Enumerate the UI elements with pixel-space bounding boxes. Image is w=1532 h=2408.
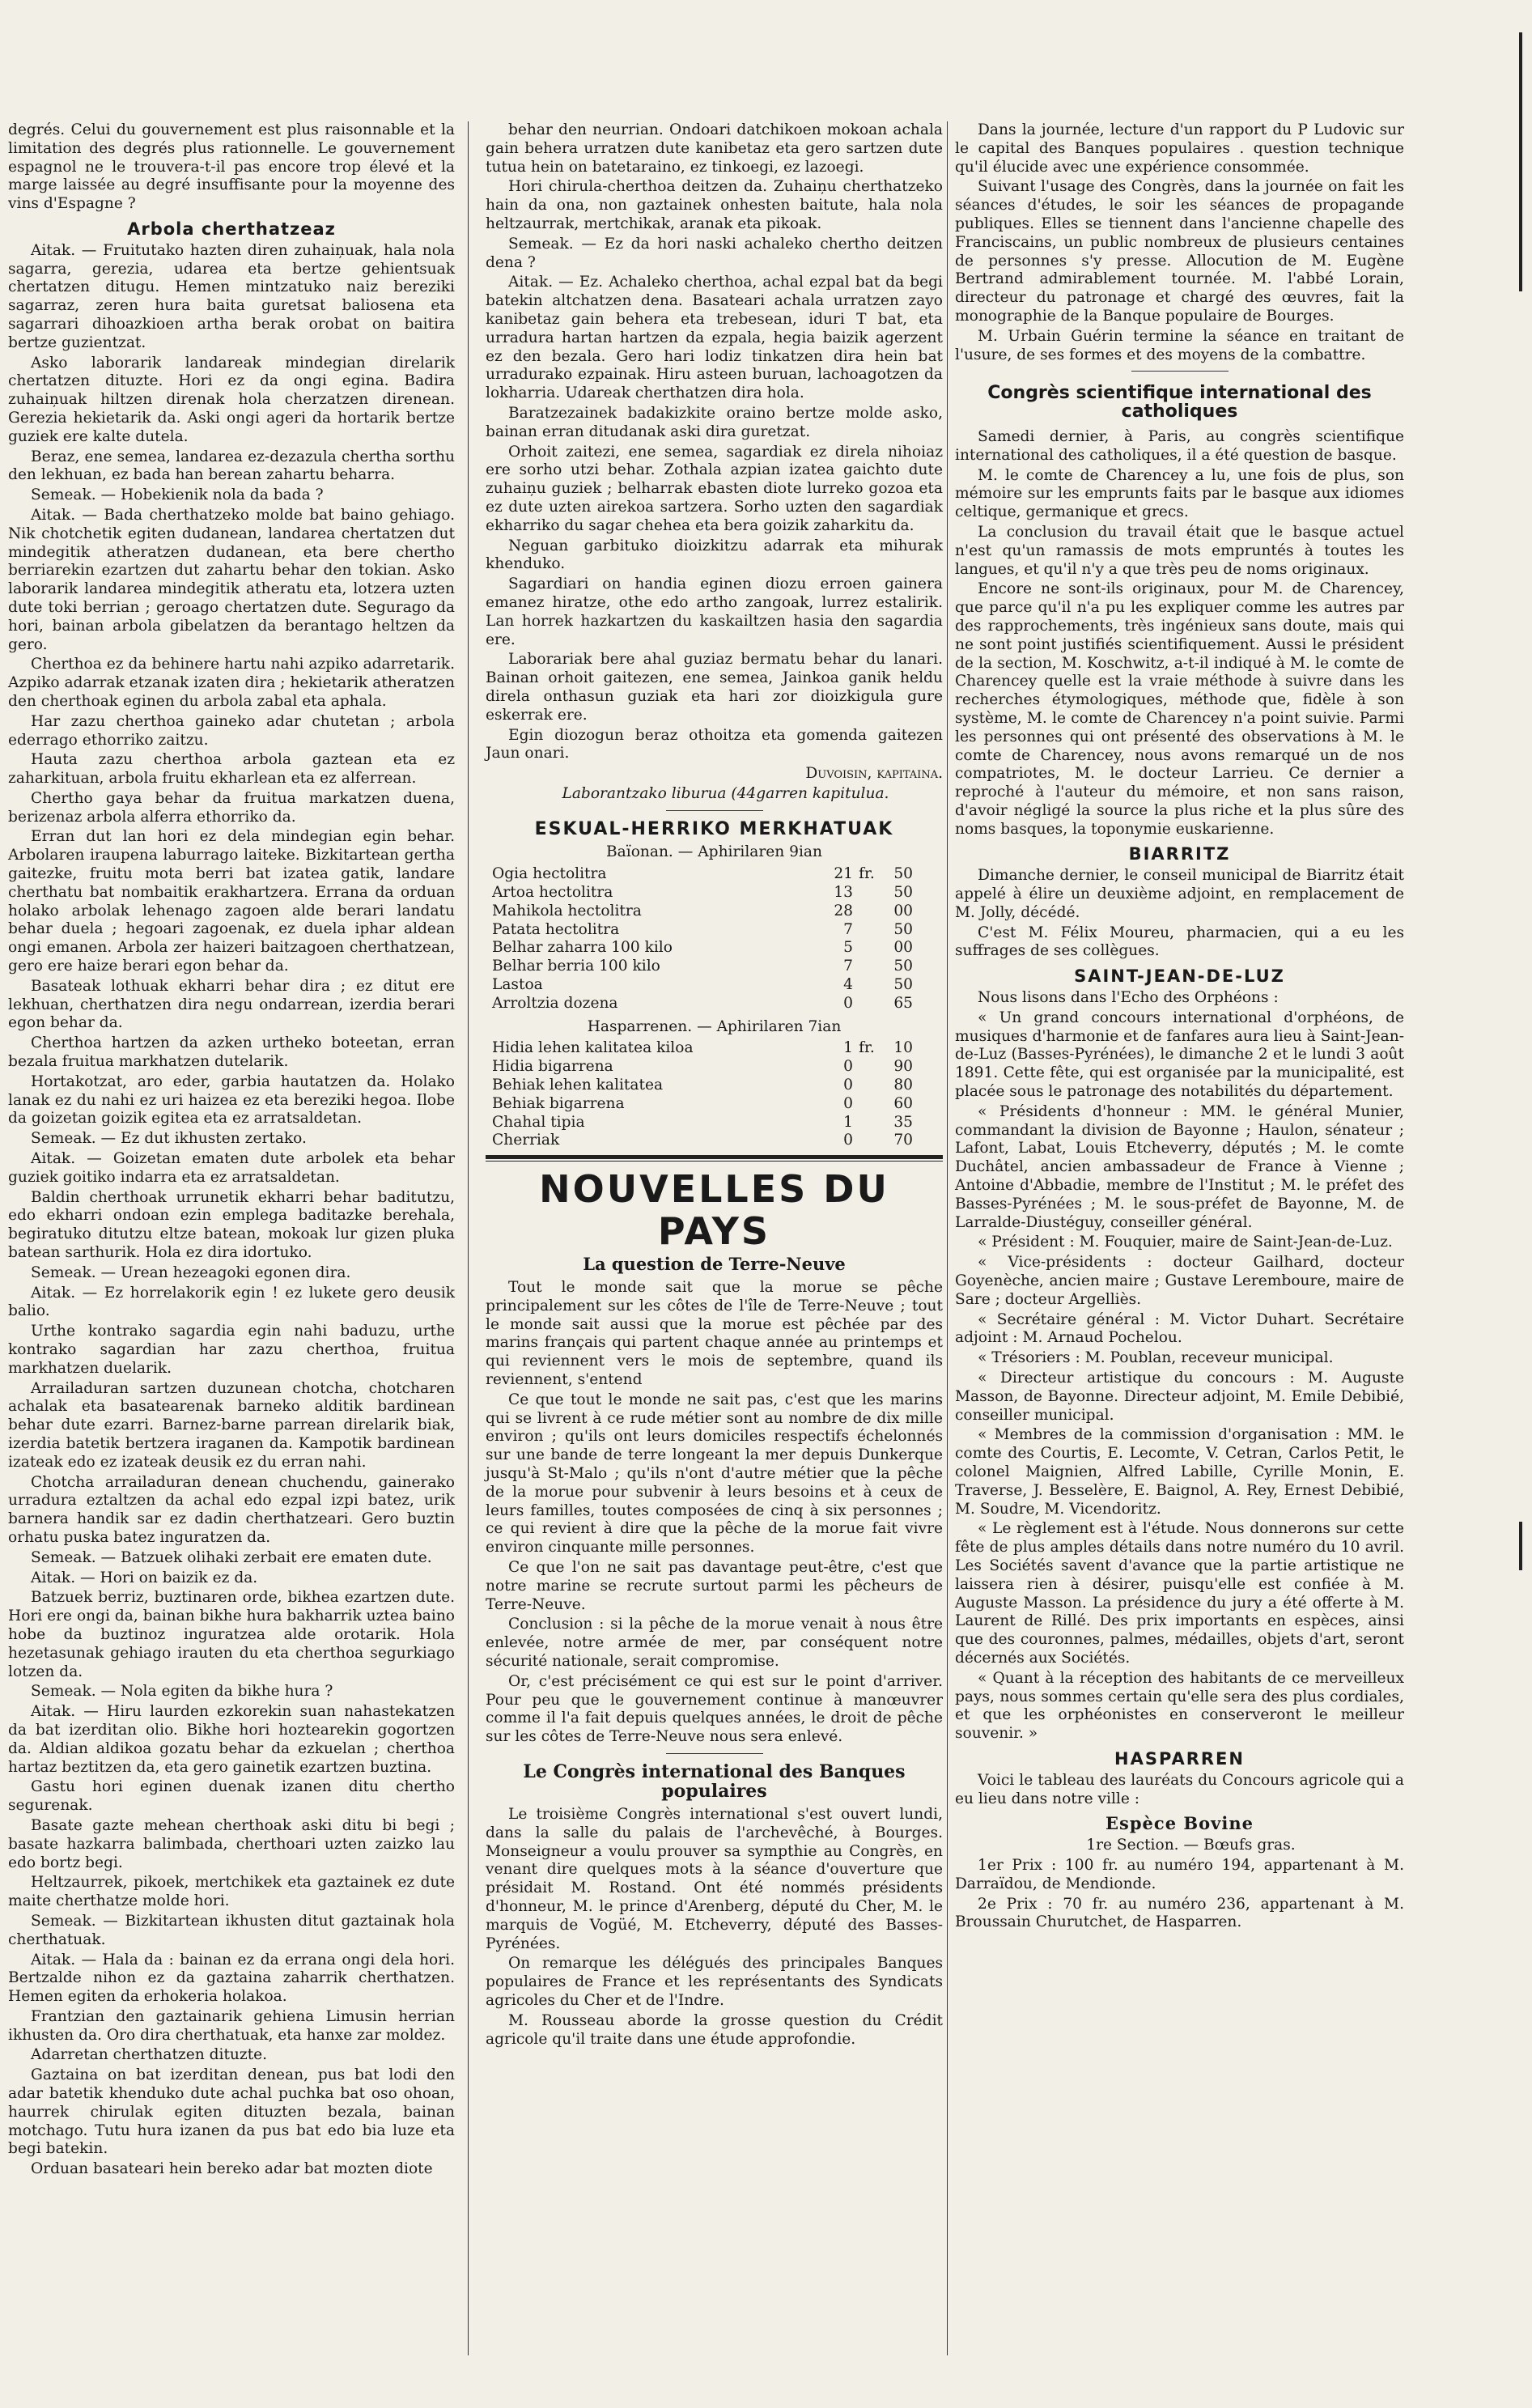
price-cents: 50 [893,958,913,975]
paragraph: Semeak. — Nola egiten da bikhe hura ? [31,1683,333,1701]
signature: Duvoisin, kapitaina. [805,765,943,783]
price-row [492,884,913,902]
price-item: Ogia hectolitra [492,865,607,883]
price-item: Patata hectolitra [492,920,620,938]
paragraph: Neguan garbituko dioizkitzu adarrak eta mihurak khenduko. [486,537,943,573]
price-cents: 00 [893,939,913,957]
price-val: 0 [843,1058,853,1076]
paragraph: Arrailaduran sartzen duzunean chotcha, chotcharen achalak eta basatearenak barneko alditik bardinean behar dute ezarri. Barnez-barne parrean direlarik biak, izerdia batetik bertzera iraganen da. Kampotik bardinean izateak edo ez izateak deusik ez du erran nahi. [8,1379,455,1471]
paragraph: Adarretan cherthatzen dituzte. [31,2046,268,2064]
paragraph: Conclusion : si la pêche de la morue venait à nous être enlevée, notre armée de mer, par conséquent notre sécurité nationale, serait compromise. [486,1616,943,1670]
price-row [492,1058,913,1077]
paragraph: « Quant à la réception des habitants de ce merveilleux pays, nous sommes certain qu'elle sera des plus cordiales, et que les orphéonistes en conserveront le meilleur souvenir. » [955,1669,1404,1743]
paragraph: Ce que l'on ne sait pas davantage peut-être, c'est que notre marine se recrute surtout parmi les pêcheurs de Terre-Neuve. [486,1558,943,1613]
paragraph: Aitak. — Fruitutako hazten diren zuhaiņuak, hala nola sagarra, gerezia, udarea eta bertze gehientsuak chertatzen ditugu. Hemen mintzatuko naiz bereziki sagarraz, zeren hura baita guretsat baliosena eta sagarrari dihoazkioen artha berak orobat on baitira bertze guzientzat. [8,241,455,351]
price-row [492,1077,913,1095]
price-item: Lastoa [492,976,543,994]
thick-rule [486,1155,943,1159]
price-item: Artoa hectolitra [492,884,613,902]
paragraph: Chotcha arrailaduran denean chuchendu, gainerako urradura eztaltzen da achal edo ezpal izpi batez, urik barnera handik sar ez dadin cherthatzeari. Gero buztin orhatu puska batez inguratzen da. [8,1473,455,1546]
paragraph: « Directeur artistique du concours : M. Auguste Masson, de Bayonne. Directeur adjoint, M. Emile Debibié, conseiller municipal. [955,1370,1404,1424]
paragraph: Har zazu cherthoa gaineko adar chutetan ; arbola ederrago ethorriko zaitzu. [8,712,455,749]
article-title: Arbola cherthatzeaz [127,219,336,239]
price-unit: fr. [859,865,875,883]
paragraph: Basate gazte mehean cherthoak aski ditu bi begi ; basate hazkarra balimbada, cherthoari uzten zaizko lau edo bortz begi. [8,1816,455,1871]
paragraph: Dimanche dernier, le conseil municipal de Biarritz était appelé à élire un deuxième adjoint, en remplacement de M. Jolly, décédé. [955,867,1404,921]
paragraph: Heltzaurrek, pikoek, mertchikek eta gaztainek ez dute maite cherthatze molde hori. [8,1874,455,1910]
paragraph: 2e Prix : 70 fr. au numéro 236, appartenant à M. Broussain Churutchet, de Hasparren. [955,1895,1404,1931]
paragraph: Suivant l'usage des Congrès, dans la journée on fait les séances d'études, le soir les séances de propagande publiques. Elles se tiennent dans l'ancienne chapelle des Franciscains, un public nombreux de plusieurs centaines de personnes s'y presse. Allocution de M. Eugène Bertrand admirablement tournée. M. l'abbé Lorain, directeur du patronage et chargé des œuvres, fait la monographie de la Banque populaire de Bourges. [955,178,1404,325]
paragraph: Asko laborarik landareak mindegian direlarik chertatzen dituzte. Hori ez da ongi egina. Badira zuhaiņuak hiltzen direnak hola cherzatzen direnean. Gerezia hekietarik da. Aski ongi ageri da hortarik bertze guziek ere kalte dutela. [8,354,455,445]
price-unit [853,1058,881,1077]
price-cents: 00 [893,902,913,919]
paragraph: « Présidents d'honneur : MM. le général Munier, commandant la division de Bayonne ; Haulon, sénateur ; Lafont, Labat, Louis Etcheverry, députés ; M. le comte Duchâtel, ancien ambassadeur de France à Vienne ; Antoine d'Abbadie, membre de l'Institut ; M. le préfet des Basses-Pyrénées ; M. le sous-préfet de Bayonne, M. de Larralde-Diustéguy, conseiller général. [955,1102,1404,1231]
paragraph: Hauta zazu cherthoa arbola gaztean eta ez zaharkituan, arbola fruitu ekharlean eta ez alferrean. [8,751,455,788]
price-item: Cherriak [492,1132,560,1149]
paragraph: Aitak. — Ez horrelakorik egin ! ez lukete gero deusik balio. [8,1284,455,1320]
price-row [492,921,913,940]
intro-paragraph: degrés. Celui du gouvernement est plus raisonnable et la limitation des degrés plus rationnelle. Le gouvernement espagnol ne le trouvera-t-il pas encore trop élevé et la marge laissée au degré insuffisante pour la moyenne des vins d'Espagne ? [8,121,455,213]
paragraph: Beraz, ene semea, landarea ez-dezazula chertha sorthu den lekhuan, ez bada han berean zahartu beharra. [8,448,455,484]
paragraph: Or, c'est précisément ce qui est sur le point d'arriver. Pour peu que le gouvernement continue à manœuvrer comme il l'a fait depuis quelques années, le droit de pêche sur les côtes de Terre-Neuve nous sera enlevé. [486,1672,943,1746]
paragraph: Aitak. — Goizetan ematen dute arbolek eta behar guziek goitiko indarra eta ez arratsaldetan. [8,1150,455,1186]
article-title: Le Congrès international des Banques populaires [523,1760,906,1802]
paragraph: Laborariak bere ahal guziaz bermatu behar du lanari. Bainan orhoit gaitezen, ene semea, Jainkoa ganik heldu direla onthasun guziak eta hari zor dioizkigula gure eskerrak ere. [486,651,943,724]
market-title: ESKUAL-HERRIKO MERKHATUAK [534,818,894,839]
price-row [492,995,913,1013]
paragraph: « Un grand concours international d'orphéons, de musiques d'harmonie et de fanfares aura lieu à Saint-Jean-de-Luz (Basses-Pyrénées), le dimanche 2 et le lundi 3 août 1891. Cette fête, qui est organisée par la municipalité, est placée sous le patronage des notabilités du département. [955,1009,1404,1101]
column-rule [468,121,469,2355]
paragraph: Frantzian den gaztainarik gehiena Limusin herrian ikhusten da. Oro dira cherthatuak, eta hanxe zar moldez. [8,2007,455,2044]
price-table-hasparren [492,1039,913,1150]
paragraph: On remarque les délégués des principales Banques populaires de France et les représentants des Syndicats agricoles du Cher et de l'Indre. [486,1955,943,2009]
price-val: 0 [843,1094,853,1112]
price-unit [853,1077,881,1095]
price-cents: 10 [893,1039,913,1057]
paragraph: Hori chirula-cherthoa deitzen da. Zuhaiņu cherthatzeko hain da ona, non gaztainek onhesten baitute, hala nola heltzaurrak, mertchikak, aranak eta pikoak. [486,178,943,232]
article-title: Congrès scientifique international des catholiques [987,383,1372,423]
paragraph: Semeak. — Ez dut ikhusten zertako. [31,1130,307,1148]
column-1 [8,121,455,2181]
paragraph: M. le comte de Charencey a lu, une fois de plus, son mémoire sur les emprunts faits par le basque aux idiomes celtique, germanique et grecs. [955,466,1404,521]
paragraph: « Membres de la commission d'organisation : MM. le comte des Courtis, E. Lecomte, V. Cetran, Carlos Petit, le colonel Maignien, Alfred Labille, Cyrille Monin, E. Traverse, J. Besselère, E. Baignol, A. Rey, Ernest Debibié, M. Soudre, M. Vicendoritz. [955,1426,1404,1518]
separator [1131,371,1229,372]
thin-rule [486,1161,943,1162]
paragraph: Batzuek berriz, buztinaren orde, bikhea ezartzen dute. Hori ere ongi da, bainan bikhe hura bakharrik uztea baino hobe da buztinoz inguratzea alde orotarik. Hola hezetasunak gehiago irauten du eta cherthoa segurkiago lotzen da. [8,1589,455,1680]
price-val: 0 [843,1132,853,1149]
article-body [955,989,1404,1743]
paragraph: 1er Prix : 100 fr. au numéro 194, appartenant à M. Darraïdou, de Mendionde. [955,1856,1404,1892]
paragraph: Semeak. — Batzuek olihaki zerbait ere ematen dute. [31,1548,432,1566]
price-unit [853,1095,881,1114]
price-cents: 50 [893,865,913,883]
price-val: 4 [843,976,853,994]
subheading: Espèce Bovine [1106,1813,1254,1834]
article-body [486,121,943,763]
paragraph: Erran dut lan hori ez dela mindegian egin behar. Arbolaren iraupena laburrago laiteke. Bizkitartean gertha gaitezke, fruitu mota berri bat izatea gatik, landare cherthatu bat nombaitik erakhartzera. Errana da orduan holako arbolak lehenago zagoen alde berari landatu behar duela ; hegoari zagoenak, ez duela iphar aldean ongi emanen. Arbola zer haizeri baitzagoen cherthatzean, gero ere haize berari egon behar da. [8,828,455,975]
price-val: 13 [834,884,853,902]
article-body [8,242,455,2179]
paragraph: Orduan basateari hein bereko adar bat mozten diote [31,2160,433,2178]
paragraph: Semeak. — Bizkitartean ikhusten ditut gaztainak hola cherthatuak. [8,1912,455,1948]
paragraph: Semeak. — Hobekienik nola da bada ? [31,486,324,504]
price-row [492,865,913,884]
price-item: Mahikola hectolitra [492,902,642,919]
price-item: Arroltzia dozena [492,994,618,1012]
paragraph: « Secrétaire général : M. Victor Duhart. Secrétaire adjoint : M. Arnaud Pochelou. [955,1310,1404,1347]
price-unit [853,995,881,1013]
price-unit [853,958,881,976]
place-heading: HASPARREN [1114,1748,1245,1769]
market-hasparren-title: Hasparrenen. — Aphirilaren 7ian [587,1017,842,1035]
article-body [955,428,1404,839]
price-unit [853,902,881,921]
paragraph: Aitak. — Hori on baizik ez da. [31,1569,258,1586]
price-cents: 80 [893,1077,913,1094]
price-unit [853,976,881,995]
article-body [955,1772,1404,1809]
price-row [492,1132,913,1150]
paragraph: Samedi dernier, à Paris, au congrès scientifique international des catholiques, il a été question de basque. [955,427,1404,464]
paragraph: M. Urbain Guérin termine la séance en traitant de l'usure, de ses formes et des moyens de la combattre. [955,327,1404,363]
price-val: 21 [834,865,853,883]
paragraph: Nous lisons dans l'Echo des Orphéons : [978,989,1279,1007]
price-row [492,902,913,921]
price-cents: 50 [893,976,913,994]
section-label: 1re Section. — Bœufs gras. [1086,1837,1296,1854]
price-val: 0 [843,994,853,1012]
paragraph: « Trésoriers : M. Poublan, receveur municipal. [978,1349,1334,1367]
edge-mark [1519,1522,1522,1570]
price-cents: 70 [893,1132,913,1149]
price-val: 7 [843,958,853,975]
place-heading: SAINT-JEAN-DE-LUZ [1074,966,1285,987]
price-item: Belhar berria 100 kilo [492,958,660,975]
market-bayonne-title: Baïonan. — Aphirilaren 9ian [606,843,822,861]
column-3 [955,121,1404,1934]
article-body [486,1279,943,1747]
paragraph: Basateak lothuak ekharri behar dira ; ez ditut ere lekhuan, cherthatzen dira negu ondarrean, izerdia berari egon behar da. [8,977,455,1032]
edge-mark [1519,32,1522,291]
price-item: Behiak lehen kalitatea [492,1077,664,1094]
article-body [486,1806,943,2049]
paragraph: C'est M. Félix Moureu, pharmacien, qui a eu les suffrages de ses collègues. [955,924,1404,960]
paragraph: Semeak. — Urean hezeagoki egonen dira. [31,1263,351,1281]
paragraph: Aitak. — Ez. Achaleko cherthoa, achal ezpal bat da begi batekin altchatzen dena. Basateari achala urratzen zayo kanibetaz gain behera eta trebesean, iduri T bat, eta urradura hartan hartzen da ezpala, hegia baizik agerzent ez den bezala. Gero hari lodiz tinkatzen dira hein bat urradurako ezpainak. Hiru asteen buruan, lachoagotzen da lokharria. Udareak cherthatzen dira hola. [486,274,943,402]
separator [666,1753,763,1754]
price-cents: 50 [893,920,913,938]
paragraph: M. Rousseau aborde la grosse question du Crédit agricole qu'il traite dans une étude approfondie. [486,2011,943,2048]
prize-list [955,1857,1404,1932]
paragraph: Semeak. — Ez da hori naski achaleko chertho deitzen dena ? [486,235,943,271]
price-val: 7 [843,920,853,938]
price-unit [853,1132,881,1150]
paragraph: « Président : M. Fouquier, maire de Saint-Jean-de-Luz. [978,1234,1393,1251]
paragraph: « Vice-présidents : docteur Gailhard, docteur Goyenèche, ancien maire ; Gustave Leremboure, maire de Sare ; docteur Argelliès. [955,1254,1404,1308]
paragraph: Baldin cherthoak urrunetik ekharri behar baditutzu, edo ekharri ondoan ezin emplega baditazke berehala, begiratuko ditutzu eltze batean, mokoak lur gizen pluka batean sarthurik. Hola ez dira idortuko. [8,1188,455,1262]
price-item: Behiak bigarrena [492,1094,625,1112]
paragraph: Dans la journée, lecture d'un rapport du P Ludovic sur le capital des Banques populaires . question technique qu'il élucide avec une expérience consommée. [955,121,1404,176]
paragraph: Ce que tout le monde ne sait pas, c'est que les marins qui se livrent à ce rude métier sont au nombre de dix mille environ ; qu'ils ont leurs domiciles respectifs échelonnés sur une bande de terre longeant la mer depuis Dunkerque jusqu'à St-Malo ; qu'ils n'ont d'autre métier que la pêche de la morue pour subvenir à leurs besoins et à ceux de leurs familles, toutes composées de cinq à six personnes ; ce qui revient à dire que la pêche de la morue fait vivre environ cinquante mille personnes. [486,1391,943,1556]
price-cents: 65 [893,994,913,1012]
paragraph: Hortakotzat, aro eder, garbia hautatzen da. Holako lanak ez du nahi ez uri haizea ez eta bereziki hegoa. Ilobe da goizetan goizik egitea eta ez arratsaldetan. [8,1072,455,1128]
paragraph: Tout le monde sait que la morue se pêche principalement sur les côtes de l'île de Terre-Neuve ; tout le monde sait aussi que la morue est pêchée par des marins français qui partent chaque année au printemps et qui reviennent vers le mois de septembre, quand ils reviennent, s'entend [486,1279,943,1389]
paragraph: Encore ne sont-ils originaux, pour M. de Charencey, que parce qu'il n'a pu les expliquer comme les autres par des rapprochements, très ingénieux sans doute, mais qui ne sont point justifiés scientifiquement. Aussi le président de la section, M. Koschwitz, a-t-il indiqué à M. le comte de Charencey quelle est la vraie méthode à suivre dans les recherches étymologiques, méthode que, fidèle à son système, M. le comte de Charencey n'a point suivie. Parmi les personnes qui ont présenté des observations à M. le comte de Charencey, nous avons remarqué un de nos compatriotes, M. le docteur Larrieu. Ce dernier a reproché à l'auteur du mémoire, et non sans raison, d'avoir négligé la source la plus riche et la plus sûre des noms basques, la toponymie euskarienne. [955,580,1404,838]
signature-source: Laborantzako liburua (44garren kapitulua. [562,784,889,802]
price-item: Hidia bigarrena [492,1058,613,1076]
paragraph: Orhoit zaitezi, ene semea, sagardiak ez direla nihoiaz ere sorho utzi behar. Zothala azpian izatea gaichto dute zuhaiņu guziek ; belharrak ebasten diote lurreko gozoa eta ez dute uzten airekoa sartzera. Sorho uzten den sagardiak ekharriko du sagar chehea eta bera goizik zaharkitu da. [486,443,943,534]
paragraph: Cherthoa ez da behinere hartu nahi azpiko adarretarik. Azpiko adarrak etzanak izaten dira ; hekietarik atheratzen den cherthoak eginen du arbola zabal eta aphala. [8,656,455,710]
paragraph: Gaztaina on bat izerditan denean, pus bat lodi den adar batetik khenduko dute achal puchka bat oso ohoan, haurrek chirulak egiten dituzten bezala, bainan motchago. Tutu hura izanen da pus bat edo bia luze eta begi batekin. [8,2066,455,2158]
price-unit [853,921,881,940]
paragraph: Egin diozogun beraz othoitza eta gomenda gaitezen Jaun onari. [486,726,943,762]
paragraph: Aitak. — Bada cherthatzeko molde bat baino gehiago. Nik chotchetik egiten dudanean, landarea chertatzen dut mindegitik atheratzen dudanean, eta bere chertho berriarekin ezartzen dut zahartu behar den tokian. Asko laborarik landarea mindegitik atheratu eta, lotzera uzten dute toki berrian ; geroago chertatzen dute. Segurago da hori, bainan arbola gibelatzen da berantago heltzen da gero. [8,506,455,653]
paragraph: Aitak. — Hala da : bainan ez da errana ongi dela hori. Bertzalde nihon ez da gaztaina zaharrik cherthatzen. Hemen egiten da erhokeria holakoa. [8,1951,455,2006]
price-row [492,1095,913,1114]
article-title: La question de Terre-Neuve [583,1254,846,1275]
paragraph: behar den neurrian. Ondoari datchikoen mokoan achala gain behera urratzen dute kanibetaz eta gero sartzen dute tutua hein on batetaraino, ez tinkoegi, ez lazoegi. [486,121,943,176]
article-body [955,121,1404,364]
paragraph: Chertho gaya behar da fruitua markatzen duena, berizenaz arbola alferra ethorriko da. [8,789,455,826]
price-val: 28 [834,902,853,919]
price-unit [853,884,881,902]
section-heading: NOUVELLES DU PAYS [539,1167,889,1254]
paragraph: La conclusion du travail était que le basque actuel n'est qu'un ramassis de mots empruntés à toutes les langues, et qu'il n'y a que très peu de noms originaux. [955,523,1404,578]
price-row [492,976,913,995]
paragraph: Baratzezainek badakizkite oraino bertze molde asko, bainan erran ditudanak aski dira guretzat. [486,404,943,440]
paragraph: Gastu hori eginen duenak izanen ditu chertho segurenak. [8,1778,455,1815]
price-val: 1 [843,1113,853,1131]
price-unit: fr. [859,1039,875,1057]
price-item: Hidia lehen kalitatea kiloa [492,1039,694,1057]
price-row [492,939,913,958]
price-cents: 50 [893,884,913,902]
price-row [492,1114,913,1132]
paragraph: Aitak. — Hiru laurden ezkorekin suan nahastekatzen da bat izerditan olio. Bikhe hori hoztearekin gogortzen da. Aldian aldikoa gozatu behar da ezkuelan ; cherthoa hartaz beztitzen da, eta gero gainetik ezartzen buztina. [8,1703,455,1776]
column-2 [486,121,943,2050]
paragraph: Urthe kontrako sagardia egin nahi baduzu, urthe kontrako sagardian har zazu cherthoa, fruitua markhatzen duelarik. [8,1323,455,1377]
separator [666,810,763,811]
price-val: 0 [843,1077,853,1094]
price-item: Chahal tipia [492,1113,585,1131]
paragraph: Sagardiari on handia eginen diozu erroen gainera emanez hiratze, othe edo artho zangoak, lurrez estalirik. Lan horrek hazkartzen du kaskailtzen hasia den sagardia ere. [486,575,943,648]
price-item: Belhar zaharra 100 kilo [492,939,673,957]
paragraph: « Le règlement est à l'étude. Nous donnerons sur cette fête de plus amples détails dans notre numéro du 10 avril. Les Sociétés savent d'avance que la partie artistique ne laissera rien à désirer, puisqu'elle est confiée à M. Auguste Masson. La présidence du jury a été offerte à M. Laurent de Rillé. Des prix importants en espèces, ainsi que des couronnes, palmes, médailles, objets d'art, seront décernés aux Sociétés. [955,1520,1404,1667]
price-val: 1 [843,1039,853,1057]
price-unit [853,1114,881,1132]
price-val: 5 [843,939,853,957]
price-cents: 60 [893,1094,913,1112]
price-cents: 90 [893,1058,913,1076]
price-table-bayonne [492,865,913,1013]
article-body [955,867,1404,961]
paragraph: Le troisième Congrès international s'est ouvert lundi, dans la salle du palais de l'archevêché, à Bourges. Monseigneur a voulu prouver sa sympthie au Congrès, en venant dire quelques mots à la séance d'ouverture que présidait M. Rostand. Ont été nommés présidents d'honneur, M. le prince d'Arenberg, député du Cher, M. le marquis de Vogüé, M. Etcheverry, député des Basses-Pyrénées. [486,1805,943,1952]
column-rule [947,121,948,2355]
price-cents: 35 [893,1113,913,1131]
paragraph: Cherthoa hartzen da azken urtheko boteetan, erran bezala fruitua markhatzen dutelarik. [8,1034,455,1071]
place-heading: BIARRITZ [1128,844,1231,864]
paragraph: Voici le tableau des lauréats du Concours agricole qui a eu lieu dans notre ville : [955,1771,1404,1807]
price-unit [853,939,881,958]
price-row [492,958,913,976]
price-row [492,1039,913,1058]
